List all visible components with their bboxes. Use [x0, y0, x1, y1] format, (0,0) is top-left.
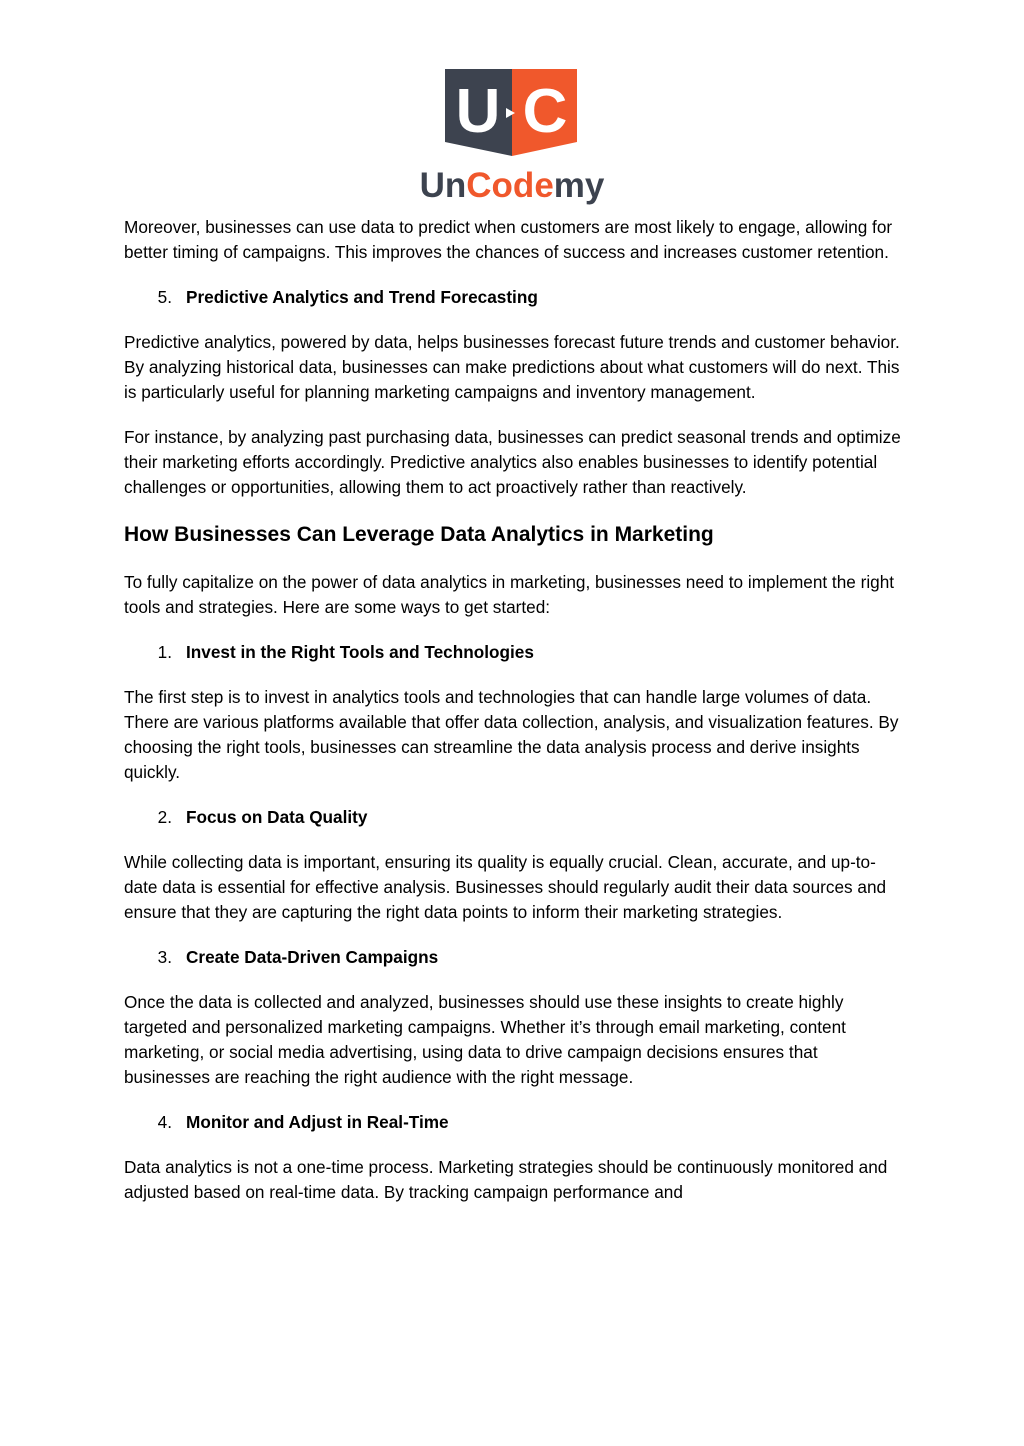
paragraph-campaigns: Once the data is collected and analyzed, businesses should use these insights to create highly targeted and personalized marketing campaigns. Whether it’s through email marketing, content marketing, or social media advertising, using data to drive campaign decisions ensures that businesses are reaching the right audience with the right message.	[124, 992, 846, 1087]
paragraph-timing: Moreover, businesses can use data to predict when customers are most likely to engage, allowing for better timing of campaigns. This improves the chances of success and increases customer retention.	[124, 217, 893, 262]
list-item-label: Invest in the Right Tools and Technologies	[186, 642, 534, 662]
list-number: 1.	[157, 642, 172, 662]
list-number: 5.	[157, 287, 172, 307]
list-item-3	[124, 945, 904, 970]
document-body	[124, 215, 904, 1225]
list-item-2	[124, 805, 904, 830]
list-item-label: Monitor and Adjust in Real-Time	[186, 1112, 449, 1132]
paragraph-quality: While collecting data is important, ensuring its quality is equally crucial. Clean, accurate, and up-to-date data is essential for effective analysis. Businesses should regularly audit their data sources and ensure that they are capturing the right data points to inform their marketing strategies.	[124, 852, 887, 922]
paragraph-monitor: Data analytics is not a one-time process. Marketing strategies should be continuously monitored and adjusted based on real-time data. By tracking campaign performance and	[124, 1157, 888, 1202]
list-item-1	[124, 640, 904, 665]
paragraph-instance: For instance, by analyzing past purchasing data, businesses can predict seasonal trends and optimize their marketing efforts accordingly. Predictive analytics also enables businesses to identify potential challenges or opportunities, allowing them to act proactively rather than reactively.	[124, 427, 901, 497]
list-number: 3.	[157, 947, 172, 967]
list-item-label: Predictive Analytics and Trend Forecasting	[186, 287, 538, 307]
logo-wordmark: UnCodemy	[419, 166, 605, 205]
list-item-label: Focus on Data Quality	[186, 807, 368, 827]
list-number: 4.	[157, 1112, 172, 1132]
list-item-5	[124, 285, 904, 310]
list-item-label: Create Data-Driven Campaigns	[186, 947, 439, 967]
uncodemy-logo	[405, 66, 619, 206]
paragraph-intro: To fully capitalize on the power of data analytics in marketing, businesses need to implement the right tools and strategies. Here are some ways to get started:	[124, 572, 895, 617]
section-heading: How Businesses Can Leverage Data Analytics in Marketing	[124, 523, 714, 546]
list-number: 2.	[157, 807, 172, 827]
paragraph-predictive: Predictive analytics, powered by data, helps businesses forecast future trends and customer behavior. By analyzing historical data, businesses can make predictions about what customers will do next. This is particularly useful for planning marketing campaigns and inventory management.	[124, 332, 900, 402]
list-item-4	[124, 1110, 904, 1135]
paragraph-tools: The first step is to invest in analytics tools and technologies that can handle large volumes of data. There are various platforms available that offer data collection, analysis, and visualization features. By choosing the right tools, businesses can streamline the data analysis process and derive insights quickly.	[124, 687, 899, 782]
logo-c-letter: C	[522, 77, 568, 146]
logo-u-letter: U	[455, 77, 501, 146]
